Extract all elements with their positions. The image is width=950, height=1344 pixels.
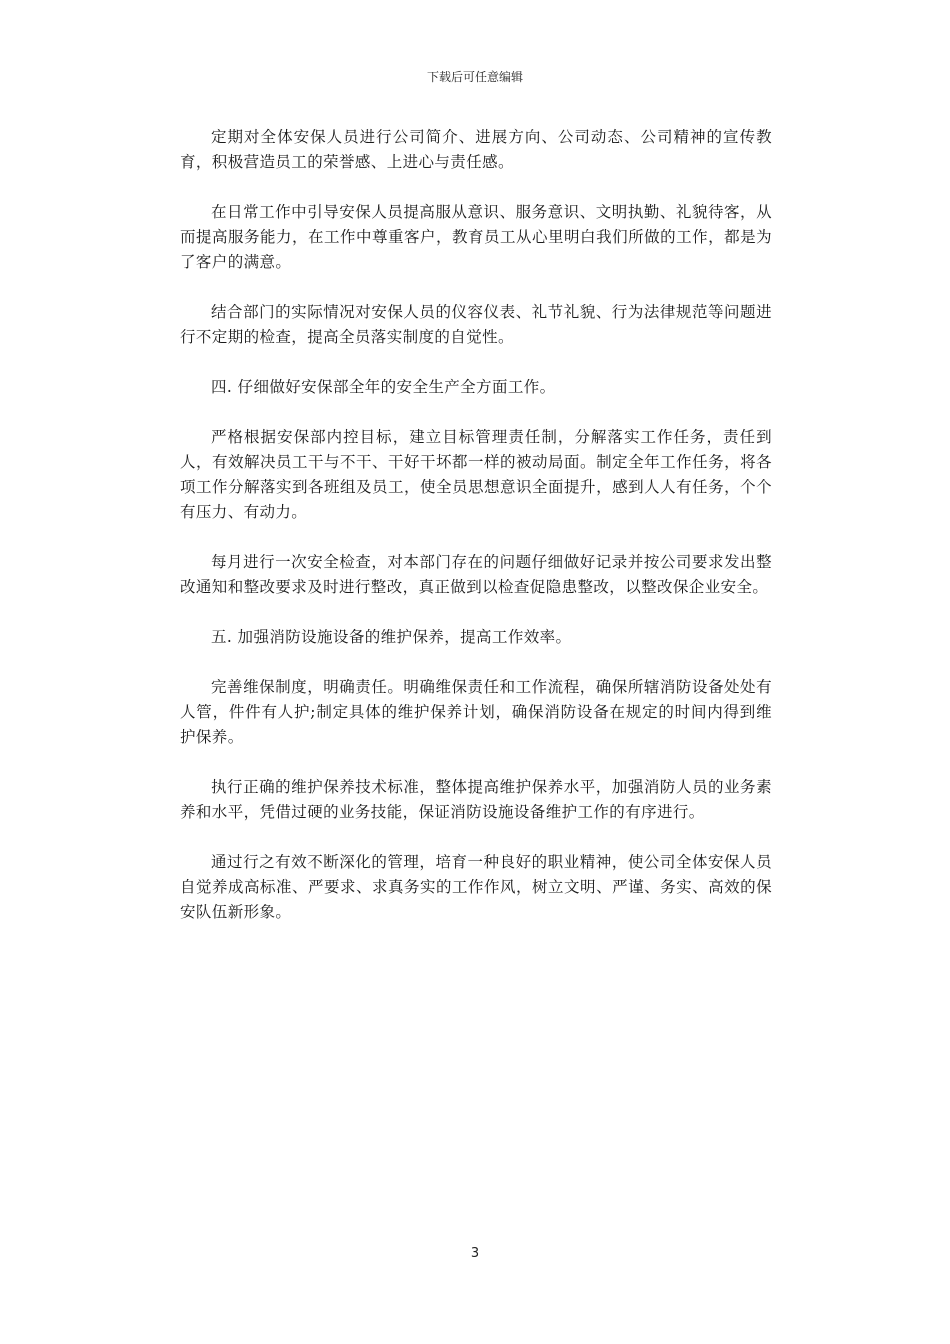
section-heading-5: 五. 加强消防设施设备的维护保养，提高工作效率。 [211, 628, 572, 646]
document-body [180, 125, 772, 950]
paragraph-2: 在日常工作中引导安保人员提高服从意识、服务意识、文明执勤、礼貌待客，从而提高服务能力，在工作中尊重客户，教育员工从心里明白我们所做的工作，都是为了客户的满意。 [180, 203, 772, 271]
paragraph-3: 结合部门的实际情况对安保人员的仪容仪表、礼节礼貌、行为法律规范等问题进行不定期的检查，提高全员落实制度的自觉性。 [180, 303, 772, 346]
paragraph-8: 通过行之有效不断深化的管理，培育一种良好的职业精神，使公司全体安保人员自觉养成高标准、严要求、求真务实的工作作风，树立文明、严谨、务实、高效的保安队伍新形象。 [180, 853, 772, 921]
section-heading-4: 四. 仔细做好安保部全年的安全生产全方面工作。 [211, 378, 556, 396]
page-number: 3 [470, 1246, 480, 1261]
paragraph-5: 每月进行一次安全检查，对本部门存在的问题仔细做好记录并按公司要求发出整改通知和整改要求及时进行整改，真正做到以检查促隐患整改，以整改保企业安全。 [180, 553, 772, 596]
paragraph-6: 完善维保制度，明确责任。明确维保责任和工作流程，确保所辖消防设备处处有人管，件件有人护;制定具体的维护保养计划，确保消防设备在规定的时间内得到维护保养。 [180, 678, 772, 746]
paragraph-1: 定期对全体安保人员进行公司简介、进展方向、公司动态、公司精神的宣传教育，积极营造员工的荣誉感、上进心与责任感。 [180, 128, 772, 171]
header-note: 下载后可任意编辑 [426, 70, 523, 84]
paragraph-4: 严格根据安保部内控目标，建立目标管理责任制，分解落实工作任务，责任到人，有效解决员工干与不干、干好干坏都一样的被动局面。制定全年工作任务，将各项工作分解落实到各班组及员工，使全员思想意识全面提升，感到人人有任务，个个有压力、有动力。 [180, 428, 772, 521]
paragraph-7: 执行正确的维护保养技术标准，整体提高维护保养水平，加强消防人员的业务素养和水平，凭借过硬的业务技能，保证消防设施设备维护工作的有序进行。 [180, 778, 772, 821]
